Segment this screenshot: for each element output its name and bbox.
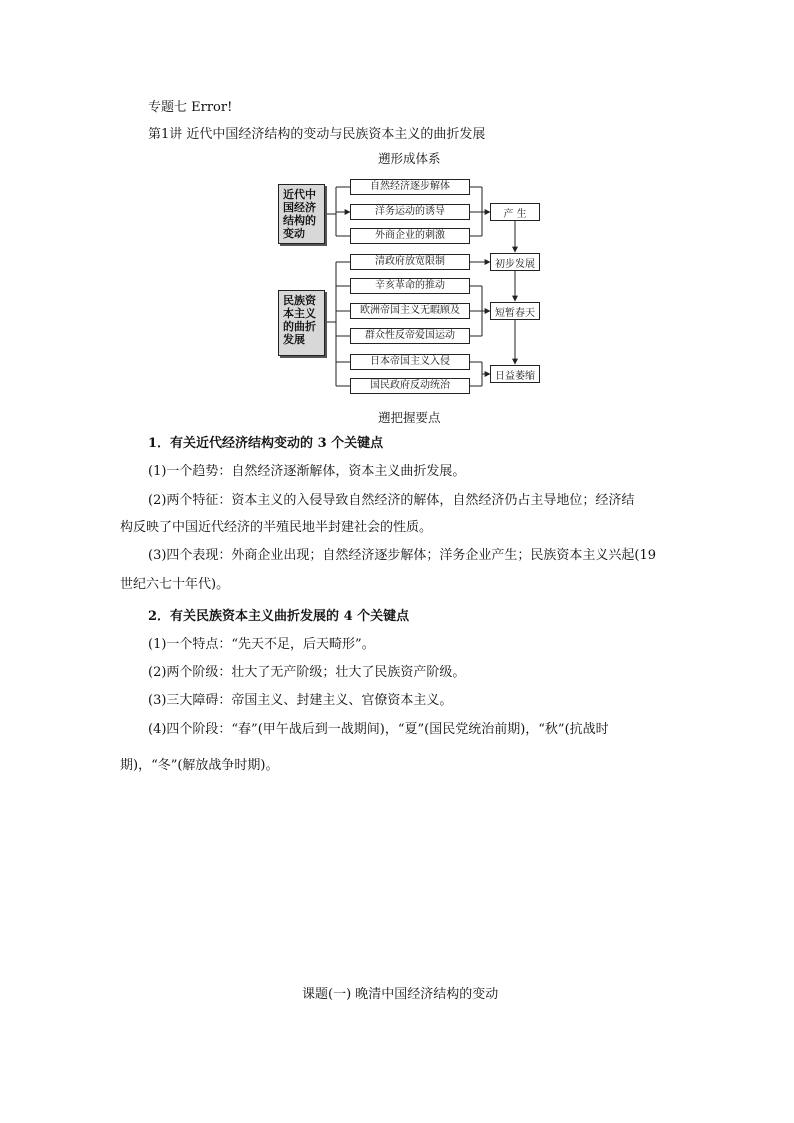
stage-box-short-spring: 短暂春天: [490, 302, 540, 320]
mid-box-9: 国民政府反动统治: [350, 378, 470, 394]
mid-box-5: 辛亥革命的推动: [350, 278, 470, 294]
point-1-1: (1)一个趋势：自然经济逐渐解体，资本主义曲折发展。: [148, 464, 466, 479]
point-2-2: (2)两个阶级：壮大了无产阶级；壮大了民族资产阶级。: [148, 665, 466, 680]
point-1-2-line2: 构反映了中国近代经济的半殖民地半封建社会的性质。: [120, 520, 433, 535]
mid-box-1: 自然经济逐步解体: [350, 179, 470, 195]
mid-box-3: 外商企业的刺激: [350, 228, 470, 244]
left-box-national-capitalism: 民族资本主义的曲折发展: [278, 290, 325, 356]
mid-box-2: 洋务运动的诱导: [350, 204, 470, 220]
mid-box-6: 欧洲帝国主义无暇顾及: [350, 303, 470, 319]
point-heading-1: 1．有关近代经济结构变动的 3 个关键点: [148, 436, 384, 451]
topic-title: 专题七 Error!: [148, 100, 233, 115]
mid-box-8: 日本帝国主义入侵: [350, 354, 470, 370]
point-2-4-line1: (4)四个阶段：“春”(甲午战后到一战期间)，“夏”(国民党统治前期)，“秋”(抗战时: [148, 722, 609, 737]
point-1-2-line1: (2)两个特征：资本主义的入侵导致自然经济的解体，自然经济仍占主导地位；经济结: [148, 493, 635, 508]
mid-box-4: 清政府放宽限制: [350, 254, 470, 270]
point-2-1: (1)一个特点：“先天不足，后天畸形”。: [148, 637, 375, 652]
point-1-3-line2: 世纪六七十年代)。: [120, 577, 230, 592]
stage-box-birth: 产 生: [490, 203, 540, 221]
lecture-title: 第1讲 近代中国经济结构的变动与民族资本主义的曲折发展: [148, 127, 486, 142]
lesson-title: 课题(一) 晚清中国经济结构的变动: [302, 987, 499, 1002]
section-heading-key-points: 遡把握要点: [378, 410, 441, 425]
point-2-4-line2: 期)，“冬”(解放战争时期)。: [120, 758, 279, 773]
point-2-3: (3)三大障碍：帝国主义、封建主义、官僚资本主义。: [148, 693, 453, 708]
left-box-economic-structure: 近代中国经济结构的变动: [278, 184, 325, 244]
stage-box-decline: 日益萎缩: [490, 365, 540, 383]
stage-box-initial-development: 初步发展: [490, 253, 540, 271]
point-1-3-line1: (3)四个表现：外商企业出现；自然经济逐步解体；洋务企业产生；民族资本主义兴起(19: [148, 548, 657, 563]
section-heading-system: 遡形成体系: [378, 151, 441, 166]
mid-box-7: 群众性反帝爱国运动: [350, 328, 470, 344]
concept-diagram: [270, 172, 570, 400]
point-heading-2: 2．有关民族资本主义曲折发展的 4 个关键点: [148, 609, 410, 624]
